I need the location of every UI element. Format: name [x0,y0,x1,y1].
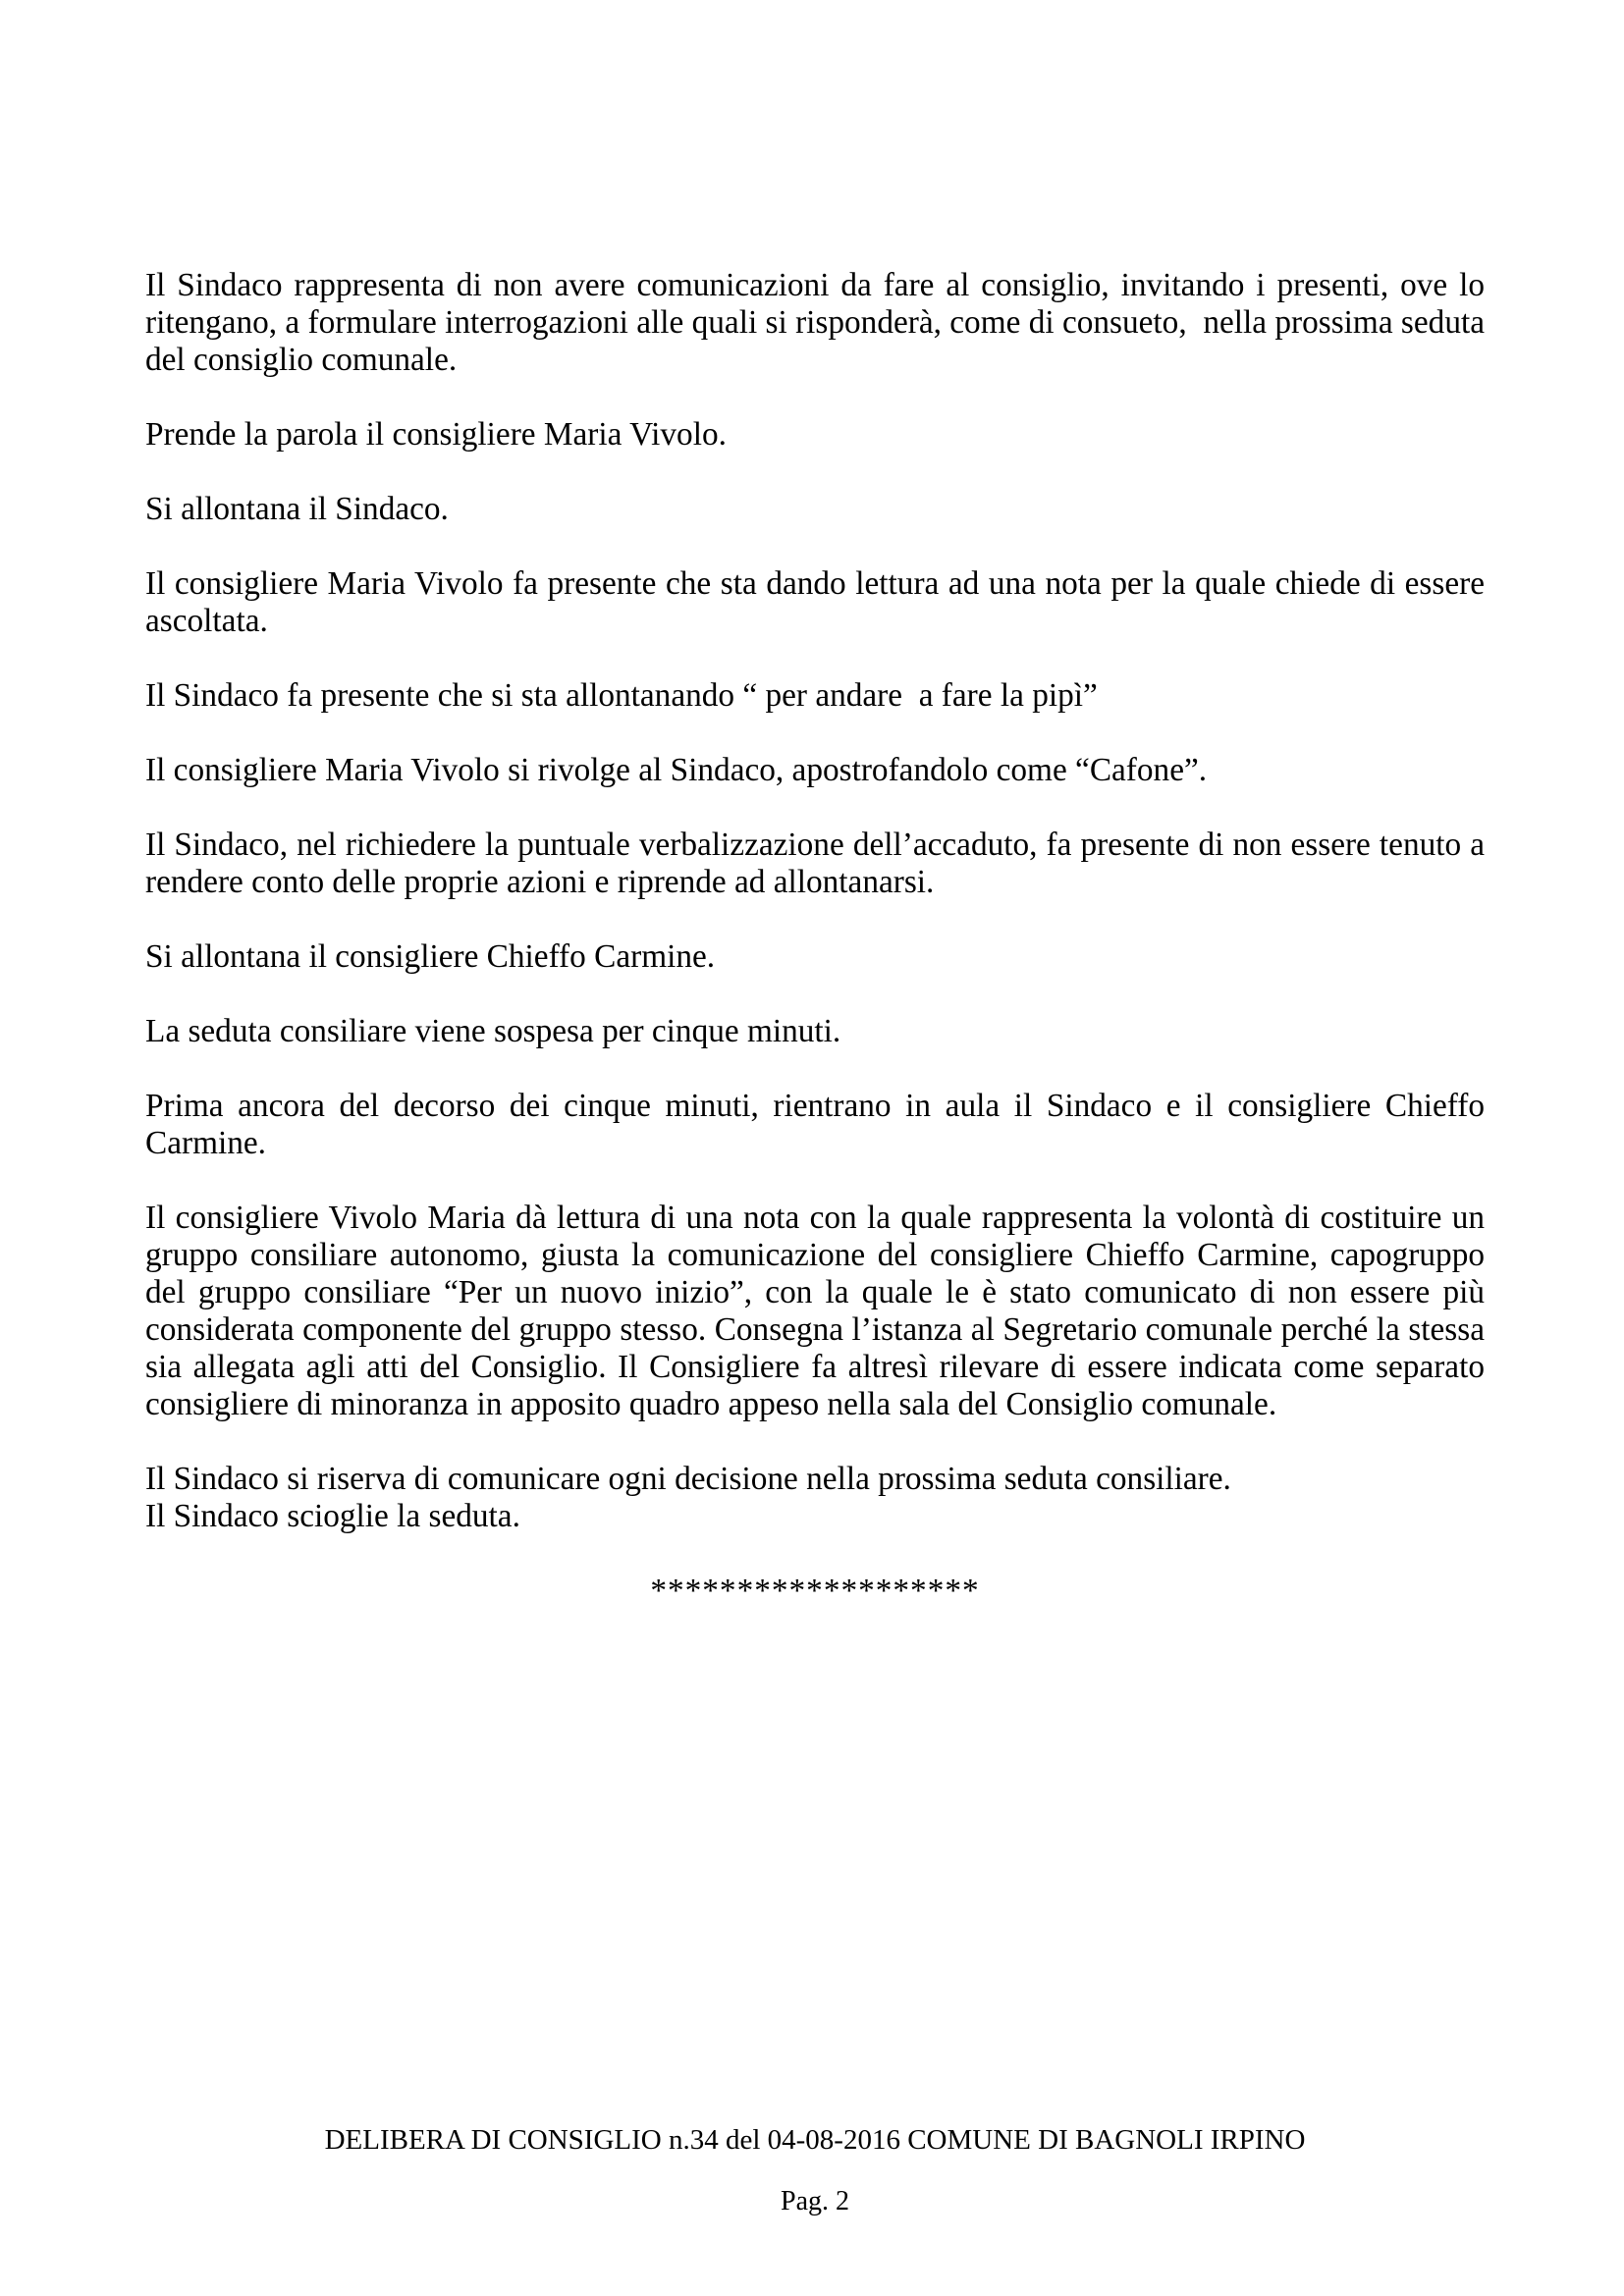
paragraph-vivolo-cafone: Il consigliere Maria Vivolo si rivolge al Sindaco, apostrofandolo come “Cafone”. [145,752,1208,788]
footer-delibera-line: DELIBERA DI CONSIGLIO n.34 del 04-08-2016 COMUNE DI BAGNOLI IRPINO [324,2124,1306,2156]
footer-page-number: Pag. 2 [781,2186,849,2216]
paragraph-sindaco-si-allontana-pipi: Il Sindaco fa presente che si sta allontanando “ per andare a fare la pipì” [145,677,1098,714]
paragraph-si-allontana-chieffo: Si allontana il consigliere Chieffo Carmine. [145,938,716,975]
paragraph-sindaco-scioglie-seduta: Il Sindaco scioglie la seduta. [145,1498,520,1534]
paragraph-rientro-in-aula: Prima ancora del decorso dei cinque minuti, rientrano in aula il Sindaco e il consigliere Chieffo Carmine. [145,1088,1493,1161]
paragraph-sindaco-riserva-decisione: Il Sindaco si riserva di comunicare ogni decisione nella prossima seduta consiliare. [145,1461,1231,1497]
paragraph-sindaco-comunicazioni: Il Sindaco rappresenta di non avere comunicazioni da fare al consiglio, invitando i presenti, ove lo ritengano, a formulare interrogazioni alle quali si risponderà, come di consueto, nella prossima seduta del consiglio comunale. [145,267,1493,378]
document-body [145,0,1493,1647]
paragraph-gruppo-consiliare-autonomo: Il consigliere Vivolo Maria dà lettura di una nota con la quale rappresenta la volontà di costituire un gruppo consiliare autonomo, giusta la comunicazione del consigliere Chieffo Carmine, capogruppo del gruppo consiliare “Per un nuovo inizio”, con la quale le è stato comunicato di non essere più considerata componente del gruppo stesso. Consegna l’istanza al Segretario comunale perché la stessa sia allegata agli atti del Consiglio. Il Consigliere fa altresì rilevare di essere indicata come separato consigliere di minoranza in apposito quadro appeso nella sala del Consiglio comunale. [145,1200,1493,1422]
paragraph-seduta-sospesa: La seduta consiliare viene sospesa per cinque minuti. [145,1013,841,1049]
paragraph-sindaco-verbalizzazione: Il Sindaco, nel richiedere la puntuale verbalizzazione dell’accaduto, fa presente di non essere tenuto a rendere conto delle proprie azioni e riprende ad allontanarsi. [145,827,1493,900]
asterisk-separator: ******************* [650,1573,980,1609]
paragraph-prende-parola-vivolo: Prende la parola il consigliere Maria Vivolo. [145,416,727,453]
paragraph-vivolo-lettura-nota: Il consigliere Maria Vivolo fa presente che sta dando lettura ad una nota per la quale chiede di essere ascoltata. [145,565,1493,639]
paragraph-si-allontana-sindaco: Si allontana il Sindaco. [145,491,449,527]
